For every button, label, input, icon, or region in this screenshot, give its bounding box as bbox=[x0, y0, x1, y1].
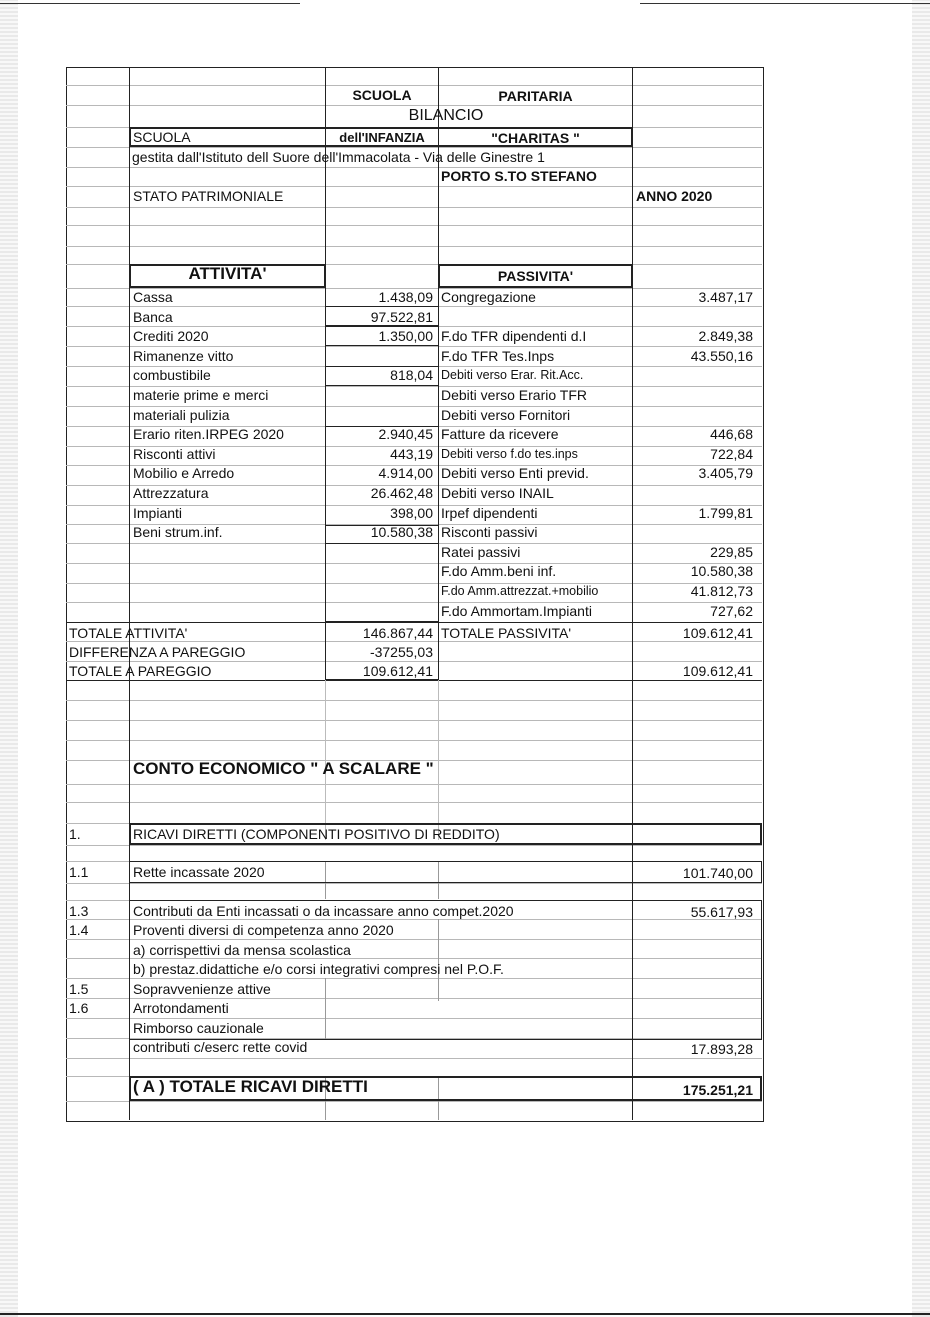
header-bilancio: BILANCIO bbox=[408, 107, 484, 124]
pareggio-label: TOTALE A PAREGGIO bbox=[69, 663, 212, 679]
passivita-label: Risconti passivi bbox=[441, 524, 538, 540]
passivita-label: Debiti verso Fornitori bbox=[441, 407, 571, 423]
passivita-value: 41.812,73 bbox=[690, 583, 753, 599]
header-scuola: SCUOLA bbox=[352, 87, 412, 103]
rb-label: b) prestaz.didattiche e/o corsi integrativi compresi nel P.O.F. bbox=[133, 961, 504, 977]
total-ricavi-value: 175.251,21 bbox=[682, 1082, 753, 1098]
attivita-label: Cassa bbox=[133, 289, 173, 305]
attivita-value: 1.438,09 bbox=[378, 289, 433, 305]
passivita-label: F.do TFR dipendenti d.I bbox=[441, 328, 587, 344]
header-paritaria: PARITARIA bbox=[498, 88, 573, 104]
passivita-label: Debiti verso f.do tes.inps bbox=[441, 447, 578, 461]
attivita-label: Mobilio e Arredo bbox=[133, 465, 235, 481]
attivita-label: Beni strum.inf. bbox=[133, 524, 223, 540]
grid-row-line bbox=[66, 784, 762, 785]
passivita-value: 1.799,81 bbox=[698, 505, 753, 521]
r13-label: Contributi da Enti incassati o da incassare anno compet.2020 bbox=[133, 903, 514, 919]
header-porto: PORTO S.TO STEFANO bbox=[441, 168, 597, 184]
top-rule-right bbox=[640, 3, 930, 4]
passivita-value: 43.550,16 bbox=[690, 348, 753, 364]
ricavi-header-sep bbox=[632, 823, 633, 845]
grid-row-line bbox=[66, 845, 762, 846]
passivita-label: Debiti verso INAIL bbox=[441, 485, 554, 501]
totale-passivita-value: 109.612,41 bbox=[682, 625, 753, 641]
passivita-value: 727,62 bbox=[710, 603, 753, 619]
passivita-label: Debiti verso Enti previd. bbox=[441, 465, 589, 481]
conto-economico-title: CONTO ECONOMICO " A SCALARE " bbox=[133, 759, 434, 778]
r11-label: Rette incassate 2020 bbox=[133, 864, 265, 880]
ra-label: a) corrispettivi da mensa scolastica bbox=[133, 942, 351, 958]
passivita-label: F.do Amm.beni inf. bbox=[441, 563, 557, 579]
attivita-value: 10.580,38 bbox=[370, 524, 433, 540]
grid-row-line bbox=[66, 225, 762, 226]
attivita-label: Erario riten.IRPEG 2020 bbox=[133, 426, 284, 442]
passivita-label: Debiti verso Erar. Rit.Acc. bbox=[441, 368, 584, 382]
r16-label: Arrotondamenti bbox=[133, 1000, 229, 1016]
attivita-label: Impianti bbox=[133, 505, 183, 521]
header-scuola-2: SCUOLA bbox=[133, 129, 191, 145]
r13-value: 55.617,93 bbox=[690, 904, 753, 920]
attivita-value: 2.940,45 bbox=[378, 426, 433, 442]
grid-row-line bbox=[66, 1058, 762, 1059]
attivita-label: Risconti attivi bbox=[133, 446, 216, 462]
attivita-label: Rimanenze vitto bbox=[133, 348, 234, 364]
bottom-rule bbox=[0, 1313, 930, 1315]
attivita-label: Crediti 2020 bbox=[133, 328, 209, 344]
attivita-value: 26.462,48 bbox=[370, 485, 433, 501]
passivita-value: 2.849,38 bbox=[698, 328, 753, 344]
passivita-label: Ratei passivi bbox=[441, 544, 521, 560]
value-box-empty bbox=[325, 543, 439, 622]
pareggio-value-left: 109.612,41 bbox=[362, 663, 433, 679]
sec1-label: RICAVI DIRETTI (COMPONENTI POSITIVO DI REDDITO) bbox=[133, 826, 500, 842]
attivita-value: 398,00 bbox=[390, 505, 433, 521]
differenza-value: -37255,03 bbox=[369, 644, 433, 660]
attivita-value: 1.350,00 bbox=[378, 328, 433, 344]
grid-row-line bbox=[66, 802, 762, 803]
attivita-label: combustibile bbox=[133, 367, 211, 383]
grid-row-line bbox=[66, 105, 762, 106]
attivita-title: ATTIVITA' bbox=[188, 264, 267, 283]
r15-num: 1.5 bbox=[69, 981, 89, 997]
passivita-label: F.do Amm.attrezzat.+mobilio bbox=[441, 584, 599, 598]
passivita-value: 722,84 bbox=[710, 446, 753, 462]
covid-value: 17.893,28 bbox=[690, 1041, 753, 1057]
r14-label: Proventi diversi di competenza anno 2020 bbox=[133, 922, 394, 938]
passivita-label: Fatture da ricevere bbox=[441, 426, 559, 442]
attivita-label: materiali pulizia bbox=[133, 407, 230, 423]
differenza-label: DIFFERENZA A PAREGGIO bbox=[69, 644, 246, 660]
header-charitas: "CHARITAS " bbox=[491, 130, 580, 146]
grid-row-line bbox=[66, 720, 762, 721]
r11-value: 101.740,00 bbox=[682, 865, 753, 881]
scan-edge-left bbox=[0, 0, 18, 1317]
r14-num: 1.4 bbox=[69, 922, 89, 938]
covid-label: contributi c/eserc rette covid bbox=[133, 1039, 308, 1055]
passivita-value: 3.405,79 bbox=[698, 465, 753, 481]
header-stato-patrimoniale: STATO PATRIMONIALE bbox=[133, 188, 284, 204]
grid-row-line bbox=[66, 246, 762, 247]
passivita-value: 10.580,38 bbox=[690, 563, 753, 579]
attivita-label: Banca bbox=[133, 309, 173, 325]
sec1-num: 1. bbox=[69, 826, 81, 842]
r16-num: 1.6 bbox=[69, 1000, 89, 1016]
totale-passivita-label: TOTALE PASSIVITA' bbox=[441, 625, 572, 641]
attivita-value: 97.522,81 bbox=[370, 309, 433, 325]
grid-row-line bbox=[66, 740, 762, 741]
passivita-label: Congregazione bbox=[441, 289, 536, 305]
r13-num: 1.3 bbox=[69, 903, 89, 919]
totale-attivita-value: 146.867,44 bbox=[362, 625, 433, 641]
attivita-value: 443,19 bbox=[390, 446, 433, 462]
passivita-label: Debiti verso Erario TFR bbox=[441, 387, 588, 403]
attivita-value: 818,04 bbox=[390, 367, 433, 383]
passivita-label: F.do TFR Tes.Inps bbox=[441, 348, 555, 364]
passivita-label: F.do Ammortam.Impianti bbox=[441, 603, 592, 619]
header-anno: ANNO 2020 bbox=[636, 188, 713, 204]
passivita-value: 3.487,17 bbox=[698, 289, 753, 305]
totale-attivita-label: TOTALE ATTIVITA' bbox=[69, 625, 188, 641]
r15-label: Sopravvenienze attive bbox=[133, 981, 271, 997]
pareggio-value-right: 109.612,41 bbox=[682, 663, 753, 679]
grid-row-line bbox=[66, 883, 762, 884]
attivita-label: materie prime e merci bbox=[133, 387, 269, 403]
passivita-value: 446,68 bbox=[710, 426, 753, 442]
passivita-label: Irpef dipendenti bbox=[441, 505, 538, 521]
top-rule-left bbox=[0, 3, 300, 4]
col-line-3b bbox=[438, 665, 439, 840]
r11-num: 1.1 bbox=[69, 864, 89, 880]
rimborso-label: Rimborso cauzionale bbox=[133, 1020, 264, 1036]
header-infanzia: dell'INFANZIA bbox=[339, 130, 425, 145]
grid-row-line bbox=[66, 700, 762, 701]
grid-row-line bbox=[66, 680, 762, 681]
total-ricavi-label: ( A ) TOTALE RICAVI DIRETTI bbox=[133, 1077, 368, 1096]
attivita-value: 4.914,00 bbox=[378, 465, 433, 481]
col-line-2b bbox=[325, 665, 326, 840]
grid-row-line bbox=[66, 207, 762, 208]
grid-row-line bbox=[66, 1101, 762, 1102]
attivita-label: Attrezzatura bbox=[133, 485, 209, 501]
passivita-value: 229,85 bbox=[710, 544, 753, 560]
passivita-title: PASSIVITA' bbox=[497, 268, 574, 284]
grid-row-line bbox=[66, 167, 762, 168]
scan-edge-right bbox=[912, 0, 930, 1317]
header-gestita: gestita dall'Istituto dell Suore dell'Immacolata - Via delle Ginestre 1 bbox=[132, 149, 545, 165]
